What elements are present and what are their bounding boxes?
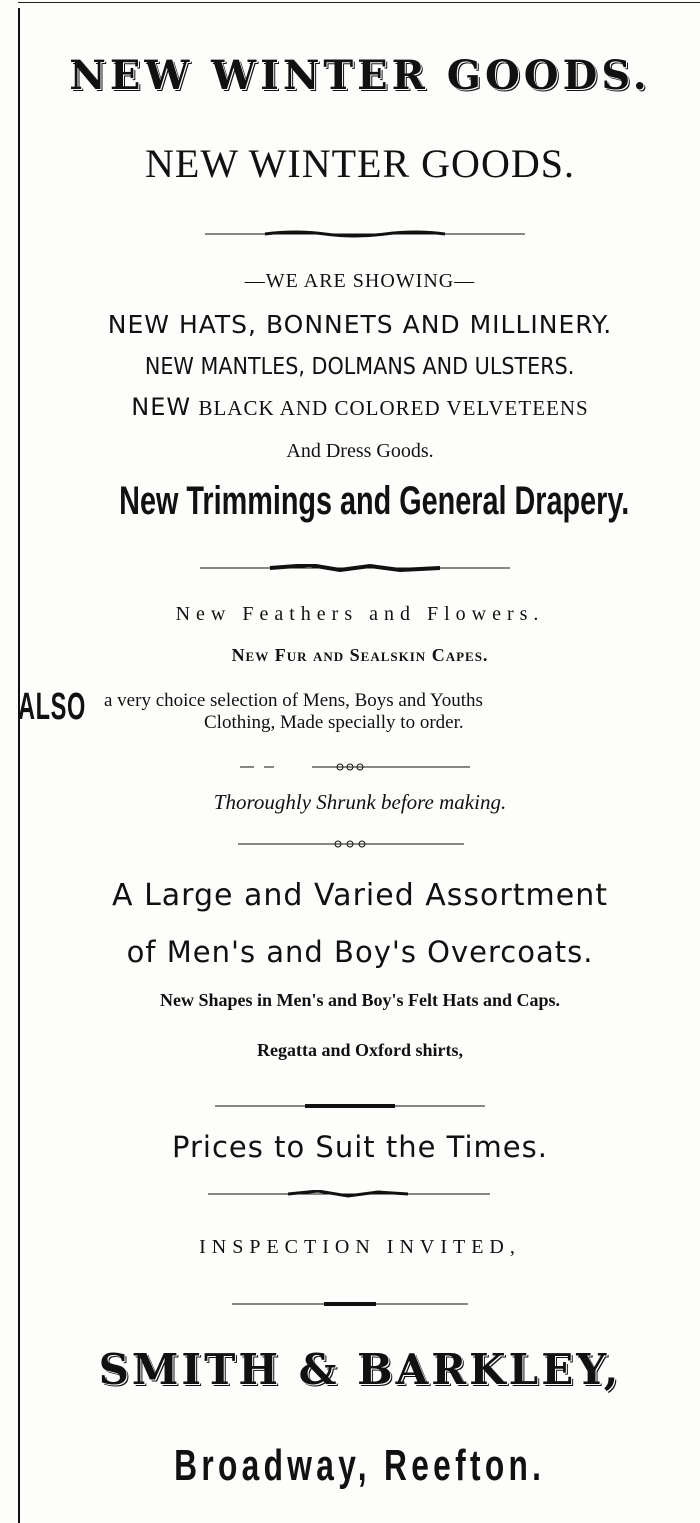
also-block xyxy=(104,690,694,734)
left-column-rule xyxy=(18,8,20,1523)
firm-name: SMITH & BARKLEY, xyxy=(98,1345,622,1394)
address-line xyxy=(20,1440,700,1491)
trimmings-line xyxy=(20,478,700,524)
subheadline: NEW WINTER GOODS. xyxy=(145,141,575,186)
feathers-line: New Feathers and Flowers. xyxy=(175,603,545,625)
inspection-line: INSPECTION INVITED, xyxy=(199,1236,521,1258)
also-line-2: Clothing, Made specially to order. xyxy=(204,712,464,733)
felt-hats-line: New Shapes in Men's and Boy's Felt Hats and Caps. xyxy=(159,990,561,1010)
divider-5 xyxy=(215,1102,485,1110)
fur-line: New Fur and Sealskin Capes. xyxy=(231,645,489,665)
shrunk-line: Thoroughly Shrunk before making. xyxy=(213,790,507,814)
divider-6 xyxy=(208,1190,490,1198)
velveteens-new: NEW xyxy=(131,393,192,421)
shirts-line: Regatta and Oxford shirts, xyxy=(257,1040,463,1060)
divider-2 xyxy=(200,564,510,572)
top-column-rule xyxy=(18,2,700,3)
mantles-line xyxy=(20,354,700,380)
prices-line: Prices to Suit the Times. xyxy=(172,1130,548,1164)
address-text: Broadway, Reefton. xyxy=(174,1441,546,1490)
velveteens-rest: BLACK AND COLORED VELVETEENS xyxy=(198,396,589,420)
divider-1 xyxy=(205,230,525,238)
also-line-1: a very choice selection of Mens, Boys and Youths xyxy=(104,690,483,711)
velveteens-line xyxy=(20,393,700,421)
also-label: ALSO xyxy=(18,686,86,728)
assortment-line-2: of Men's and Boy's Overcoats. xyxy=(126,935,594,969)
divider-4 xyxy=(238,840,464,848)
headline: NEW WINTER GOODS. xyxy=(69,52,651,99)
dress-goods-line: And Dress Goods. xyxy=(286,440,434,462)
showing-line: —WE ARE SHOWING— xyxy=(244,270,476,292)
divider-3 xyxy=(240,763,470,771)
hats-line: NEW HATS, BONNETS AND MILLINERY. xyxy=(107,310,613,339)
mantles-text: NEW MANTLES, DOLMANS AND ULSTERS. xyxy=(145,354,575,380)
divider-7 xyxy=(232,1300,468,1308)
trimmings-text: New Trimmings and General Drapery. xyxy=(119,479,630,523)
assortment-line-1: A Large and Varied Assortment xyxy=(112,878,608,913)
